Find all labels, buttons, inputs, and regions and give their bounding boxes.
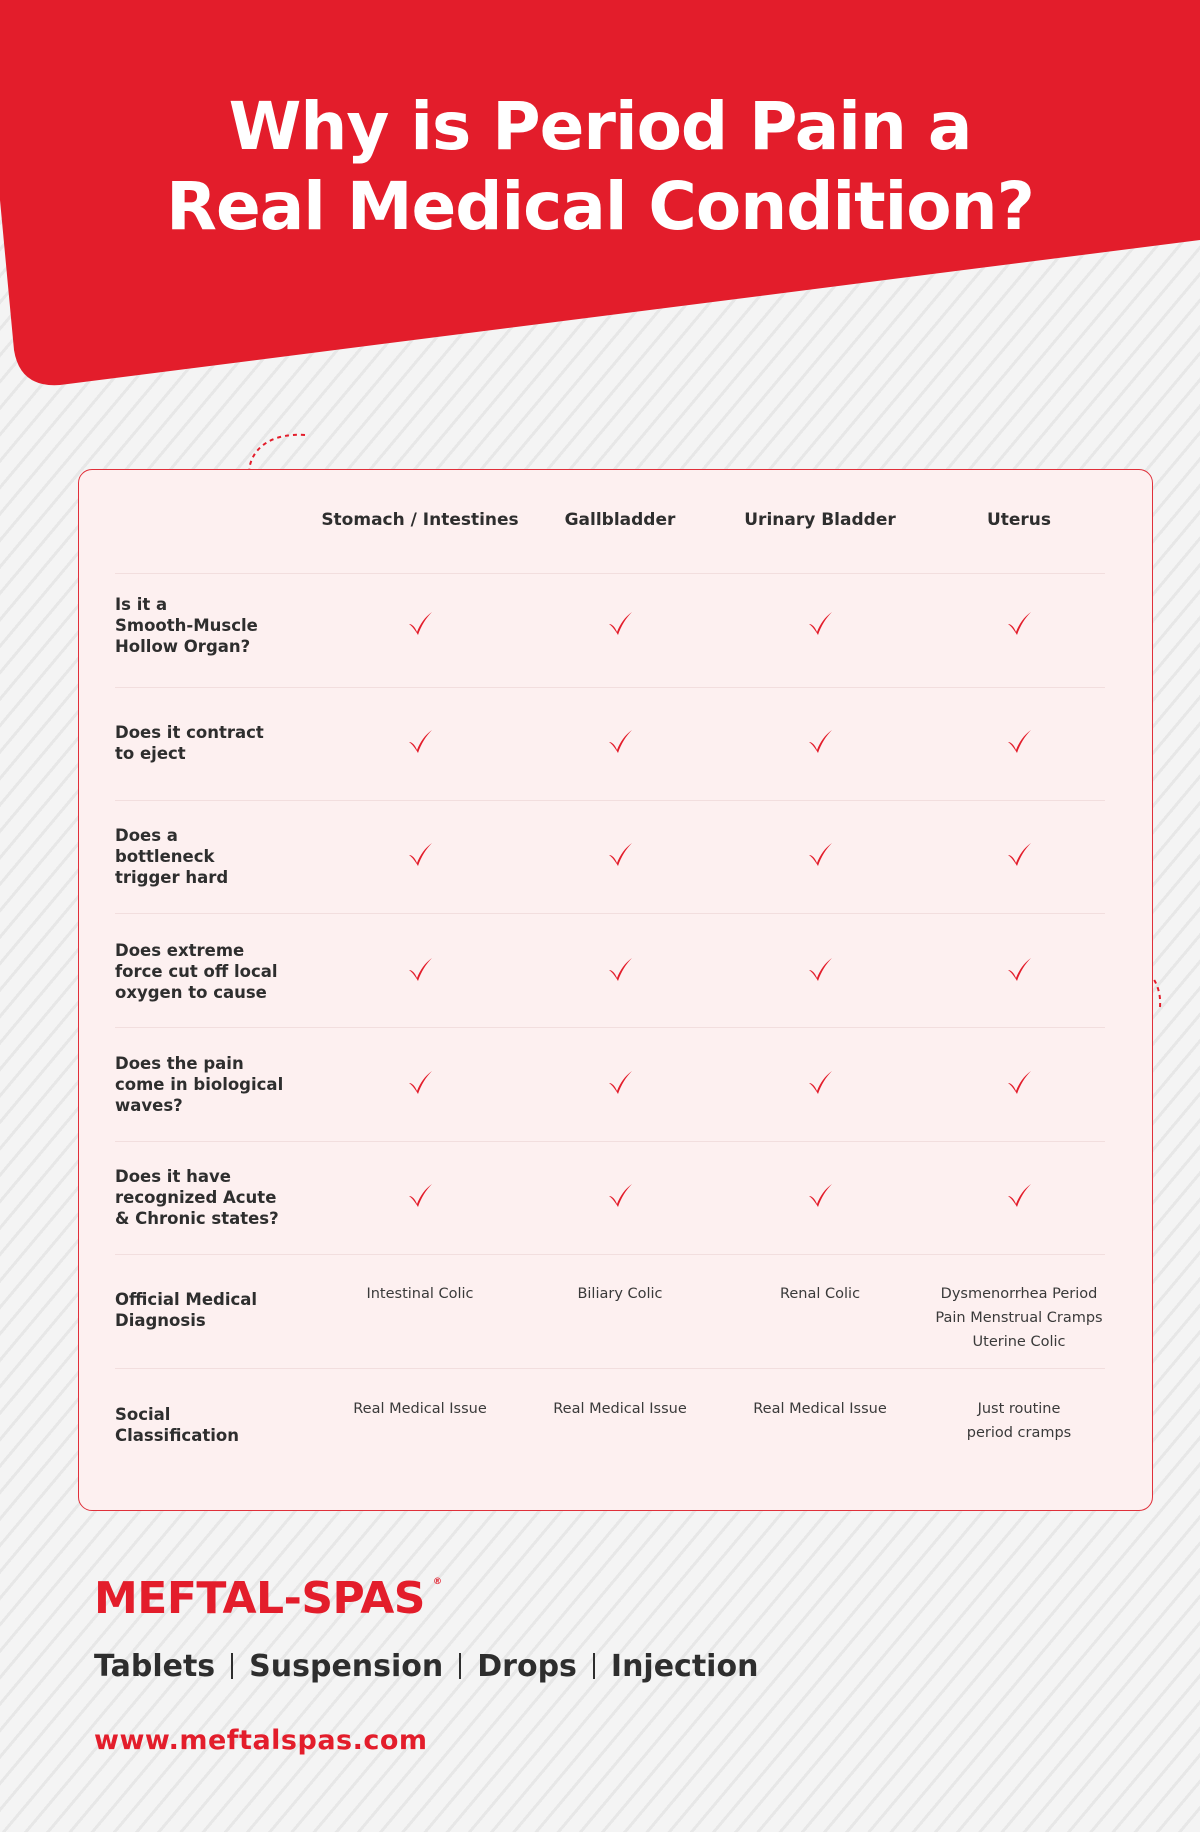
row-label-line: Does it contract	[115, 723, 264, 742]
table-cell-text	[320, 1397, 520, 1421]
row-label-line: bottleneck	[115, 846, 215, 866]
row-label-line: Hollow Organ?	[115, 636, 251, 656]
cell-text-line: Uterine Colic	[972, 1334, 1066, 1350]
page-title-line-2: Real Medical Condition?	[166, 168, 1034, 245]
row-label	[115, 594, 295, 657]
product-separator	[459, 1653, 461, 1679]
table-cell-text	[720, 1397, 920, 1421]
cell-text-line: Real Medical Issue	[353, 1401, 487, 1417]
registered-mark: ®	[433, 1577, 442, 1587]
row-divider	[115, 913, 1105, 914]
row-label-line: force cut off local	[115, 961, 278, 981]
checkmark-icon	[407, 728, 433, 754]
row-label	[115, 1289, 295, 1331]
column-header: Uterus	[986, 510, 1052, 530]
row-label-line: waves?	[115, 1095, 183, 1115]
row-label-line: Does extreme	[115, 940, 245, 960]
column-header: Gallbladder	[564, 510, 676, 530]
cell-text-line: Just routine	[977, 1401, 1061, 1417]
cell-text-line: period cramps	[966, 1425, 1072, 1441]
row-divider	[115, 800, 1105, 801]
checkmark-icon	[807, 728, 833, 754]
checkmark-icon	[1006, 1182, 1032, 1208]
row-label-line: Social	[115, 1405, 171, 1424]
row-label	[115, 1404, 295, 1446]
row-divider	[115, 687, 1105, 688]
row-divider	[115, 1254, 1105, 1255]
checkmark-icon	[807, 956, 833, 982]
row-label	[115, 1053, 295, 1116]
checkmark-icon	[407, 841, 433, 867]
row-label-line: Classification	[115, 1426, 239, 1445]
column-header: Urinary Bladder	[744, 510, 896, 530]
table-cell-text	[520, 1397, 720, 1421]
checkmark-icon	[407, 1182, 433, 1208]
cell-text-line: Renal Colic	[779, 1286, 861, 1302]
product-separator	[231, 1653, 233, 1679]
row-label-line: Does a	[115, 825, 178, 845]
cell-text-line: Pain Menstrual Cramps	[935, 1310, 1103, 1326]
checkmark-icon	[1006, 610, 1032, 636]
checkmark-icon	[807, 1069, 833, 1095]
product-separator	[593, 1653, 595, 1679]
table-cell-text	[919, 1397, 1119, 1445]
table-cell-text	[520, 1282, 720, 1306]
row-label-line: Is it a	[115, 594, 168, 614]
row-label	[115, 825, 295, 888]
row-divider	[115, 1027, 1105, 1028]
table-cell-text	[919, 1282, 1119, 1354]
checkmark-icon	[1006, 841, 1032, 867]
product-item: Injection	[610, 1648, 759, 1684]
cell-text-line: Dysmenorrhea Period	[940, 1286, 1098, 1302]
page-title-line-1: Why is Period Pain a	[228, 88, 972, 165]
table-cell-text	[320, 1282, 520, 1306]
row-label-line: oxygen to cause	[115, 982, 267, 1002]
row-label	[115, 722, 295, 764]
checkmark-icon	[407, 956, 433, 982]
row-label-line: Smooth-Muscle	[115, 615, 258, 635]
checkmark-icon	[807, 610, 833, 636]
product-item: Tablets	[94, 1648, 216, 1684]
product-item: Suspension	[249, 1648, 444, 1684]
checkmark-icon	[807, 841, 833, 867]
checkmark-icon	[607, 841, 633, 867]
row-label	[115, 940, 295, 1003]
row-label-line: to eject	[115, 744, 186, 763]
product-item: Drops	[477, 1648, 577, 1684]
brand-logo: MEFTAL-SPAS	[94, 1573, 425, 1624]
checkmark-icon	[1006, 1069, 1032, 1095]
row-label-line: come in biological	[115, 1074, 284, 1094]
column-header: Stomach / Intestines	[321, 510, 519, 530]
checkmark-icon	[607, 1069, 633, 1095]
cell-text-line: Real Medical Issue	[753, 1401, 887, 1417]
row-label-line: & Chronic states?	[115, 1208, 279, 1228]
cell-text-line: Biliary Colic	[577, 1286, 663, 1302]
row-label-line: recognized Acute	[115, 1187, 277, 1207]
checkmark-icon	[407, 1069, 433, 1095]
row-label-line: Diagnosis	[115, 1311, 206, 1330]
checkmark-icon	[1006, 728, 1032, 754]
row-label-line: Does the pain	[115, 1053, 244, 1073]
table-cell-text	[720, 1282, 920, 1306]
row-label-line: trigger hard	[115, 867, 229, 887]
row-label-line: Does it have	[115, 1166, 231, 1186]
cell-text-line: Real Medical Issue	[553, 1401, 687, 1417]
checkmark-icon	[407, 610, 433, 636]
checkmark-icon	[607, 728, 633, 754]
row-label-line: Official Medical	[115, 1290, 258, 1309]
checkmark-icon	[607, 956, 633, 982]
checkmark-icon	[807, 1182, 833, 1208]
cell-text-line: Intestinal Colic	[366, 1286, 474, 1302]
product-list	[94, 1646, 758, 1686]
checkmark-icon	[1006, 956, 1032, 982]
row-divider	[115, 573, 1105, 574]
checkmark-icon	[607, 610, 633, 636]
row-divider	[115, 1141, 1105, 1142]
website-link[interactable]: www.meftalspas.com	[94, 1725, 428, 1756]
row-divider	[115, 1368, 1105, 1369]
checkmark-icon	[607, 1182, 633, 1208]
row-label	[115, 1166, 295, 1229]
